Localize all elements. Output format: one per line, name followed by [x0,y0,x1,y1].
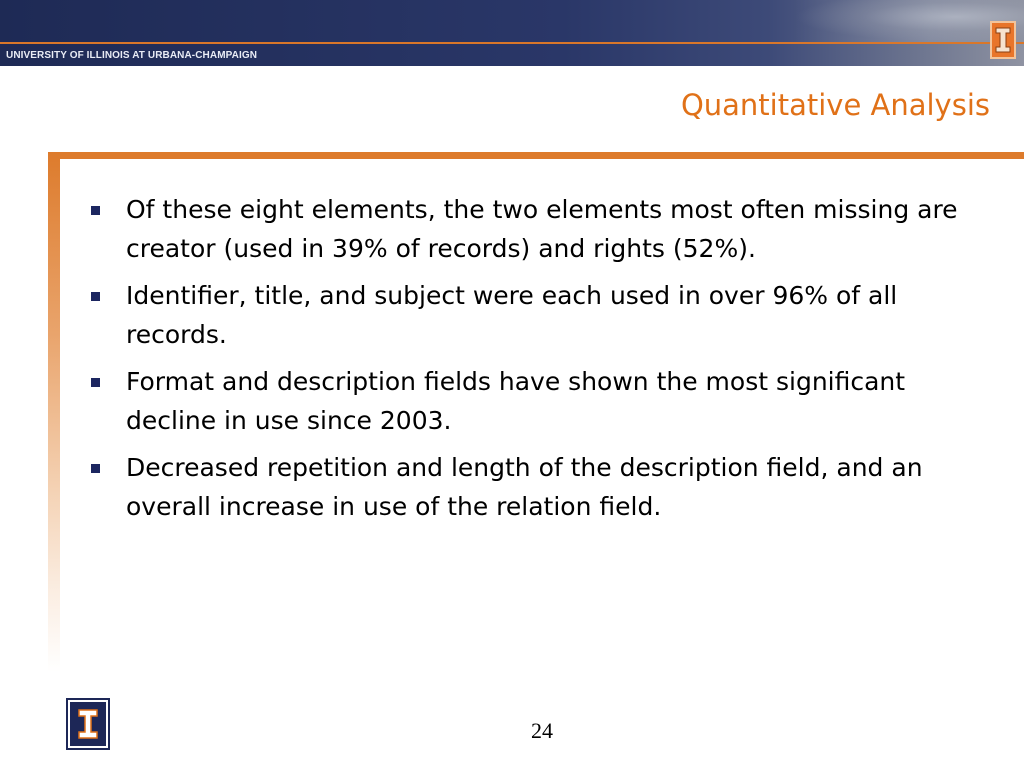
bullet-list [88,190,998,534]
bullet-text: Format and description fields have shown the most significant decline in use since 2003. [126,367,906,435]
header-band [0,0,1024,66]
bullet-square-icon [91,464,100,473]
side-accent-bar [48,152,60,672]
university-name: UNIVERSITY OF ILLINOIS AT URBANA-CHAMPAIGN [6,50,258,61]
bullet-item [88,362,998,440]
bullet-text: Decreased repetition and length of the description field, and an overall increase in use of the relation field. [126,453,923,521]
bullet-item [88,190,998,268]
bullet-text: Of these eight elements, the two elements most often missing are creator (used in 39% of records) and rights (52%). [126,195,958,263]
block-i-logo-icon [990,21,1016,59]
block-i-logo-icon [68,700,108,748]
bullet-item [88,276,998,354]
bullet-square-icon [91,292,100,301]
bullet-item [88,448,998,526]
bullet-square-icon [91,378,100,387]
bullet-square-icon [91,206,100,215]
page-number: 24 [531,718,553,743]
header-accent-line [0,42,1024,44]
title-divider [48,152,1024,159]
slide-title: Quantitative Analysis [680,88,990,122]
bullet-text: Identifier, title, and subject were each used in over 96% of all records. [126,281,898,349]
